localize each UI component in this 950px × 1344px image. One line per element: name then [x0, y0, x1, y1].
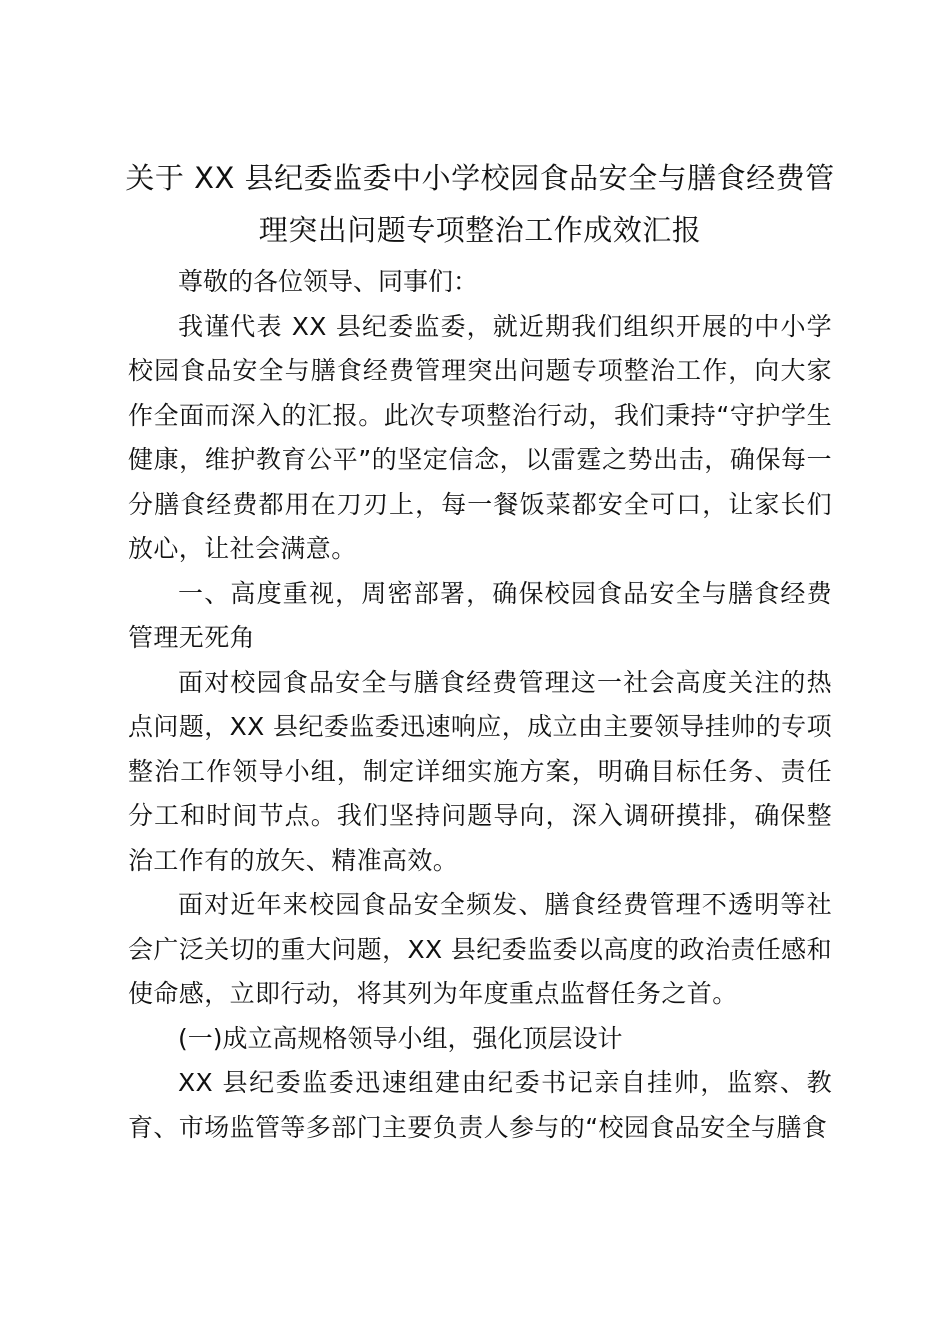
section-heading-1: 一、高度重视，周密部署，确保校园食品安全与膳食经费管理无死角: [128, 578, 832, 652]
subsection-heading-1: (一)成立高规格领导小组，强化顶层设计: [178, 1023, 623, 1053]
section-1-paragraph-1: 面对校园食品安全与膳食经费管理这一社会高度关注的热点问题，XX 县纪委监委迅速响应，成立由主要领导挂帅的专项整治工作领导小组，制定详细实施方案，明确目标任务、责任分工和时间节点。我们坚持问题导向，深入调研摸排，确保整治工作有的放矢、精准高效。: [128, 667, 832, 875]
subsection-1-paragraph-1: XX 县纪委监委迅速组建由纪委书记亲自挂帅，监察、教育、市场监管等多部门主要负责人参与的“校园食品安全与膳食: [128, 1068, 832, 1142]
intro-paragraph: 我谨代表 XX 县纪委监委，就近期我们组织开展的中小学校园食品安全与膳食经费管理突出问题专项整治工作，向大家作全面而深入的汇报。此次专项整治行动，我们秉持“守护学生健康，维护教育公平”的坚定信念，以雷霆之势出击，确保每一分膳食经费都用在刀刃上，每一餐饭菜都安全可口，让家长们放心，让社会满意。: [128, 311, 832, 563]
document-title-line-2: 理突出问题专项整治工作成效汇报: [258, 213, 702, 247]
document-page: [125, 152, 835, 1150]
greeting: 尊敬的各位领导、同事们：: [178, 267, 479, 296]
document-title: [125, 152, 835, 256]
section-1-paragraph-2: 面对近年来校园食品安全频发、膳食经费管理不透明等社会广泛关切的重大问题，XX 县纪委监委以高度的政治责任感和使命感，立即行动，将其列为年度重点监督任务之首。: [128, 890, 832, 1008]
document-title-line-1: 关于 XX 县纪委监委中小学校园食品安全与膳食经费管: [125, 161, 835, 195]
